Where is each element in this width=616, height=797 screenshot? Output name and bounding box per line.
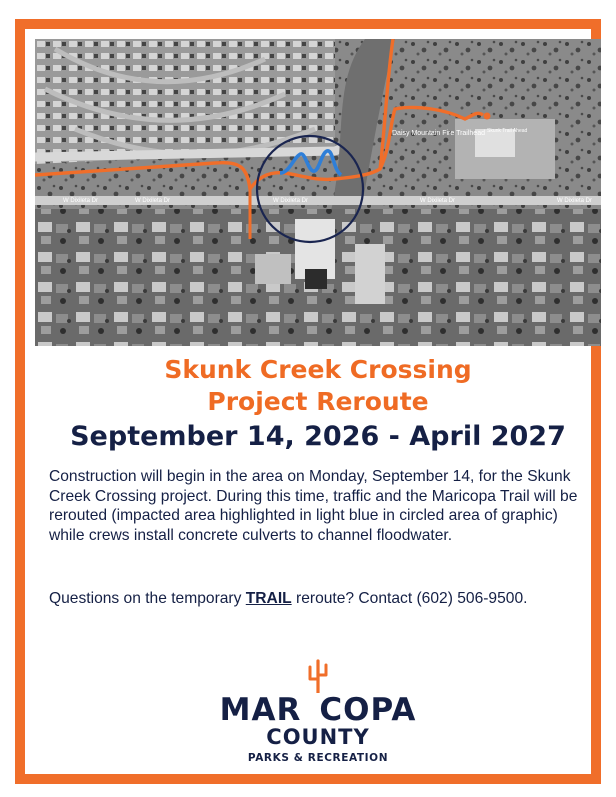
aerial-map-graphic <box>35 39 601 346</box>
saguaro-cactus-icon <box>303 657 333 693</box>
logo-wordmark-maricopa <box>205 692 431 728</box>
questions-paragraph <box>49 589 589 609</box>
heading-dates: September 14, 2026 - April 2027 <box>70 421 566 452</box>
construction-paragraph: Construction will begin in the area on Monday, September 14, for the Skunk Creek Crossing project. During this time, traffic and the Maricopa Trail will be rerouted (impacted area highlighted in light blue in circled area of graphic) while crews install concrete culverts to channel floodwater. <box>49 468 578 544</box>
map-trailhead-label: Daisy Mountain Fire Trailhead <box>392 130 485 137</box>
logo-maricopa-right: COPA <box>319 692 417 728</box>
trail-link[interactable]: TRAIL <box>245 590 292 607</box>
logo-maricopa-left: MAR <box>219 692 302 728</box>
flyer-frame <box>15 19 601 784</box>
map-trail-ahead-label: Skunk Trail Ahead <box>487 128 528 134</box>
questions-suffix: reroute? Contact (602) 506-9500. <box>291 590 528 607</box>
maricopa-county-logo <box>205 657 431 767</box>
map-road-label: W Dixileta Dr <box>420 198 456 204</box>
map-road-label: W Dixileta Dr <box>273 198 309 204</box>
map-road-label: W Dixileta Dr <box>135 198 171 204</box>
heading-line-1: Skunk Creek Crossing <box>164 355 472 384</box>
aerial-map <box>35 39 601 346</box>
map-road-label: W Dixileta Dr <box>557 198 593 204</box>
trailhead-marker-icon <box>484 113 491 120</box>
heading-line-2: Project Reroute <box>207 387 429 416</box>
logo-wordmark-parks: PARKS & RECREATION <box>247 752 389 764</box>
logo-wordmark-county: COUNTY <box>266 725 370 749</box>
questions-prefix: Questions on the temporary <box>49 590 246 607</box>
map-road-label: W Dixileta Dr <box>63 198 99 204</box>
